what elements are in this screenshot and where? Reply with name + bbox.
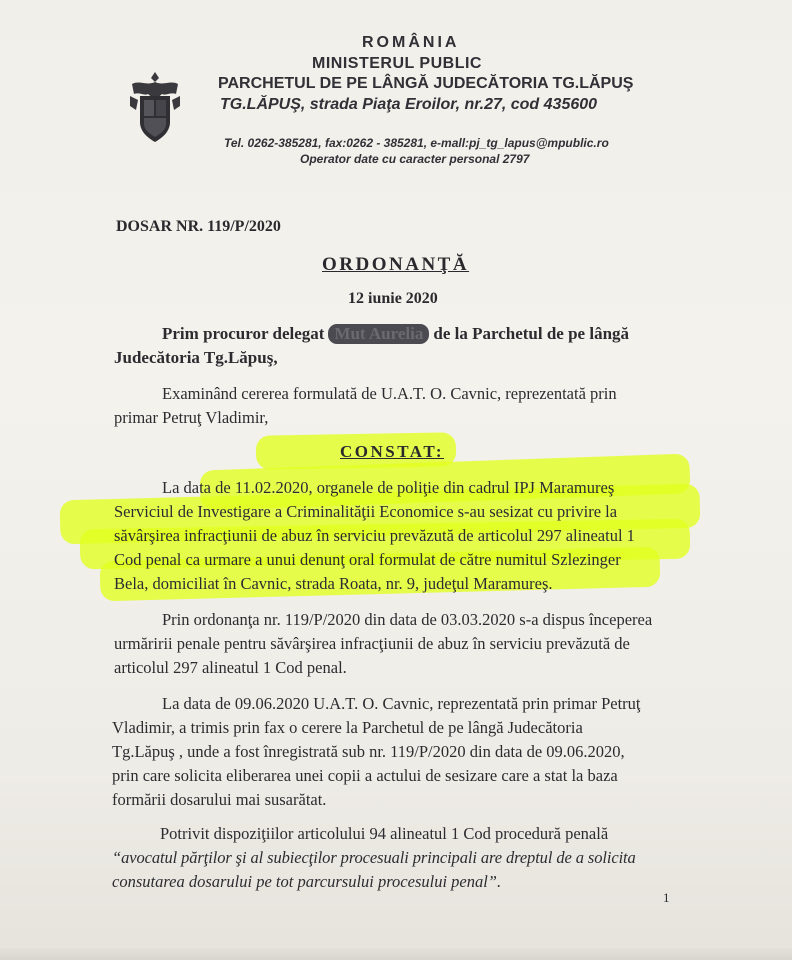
intro-line-2: Judecătoria Tg.Lăpuş, [114,348,278,367]
header-contact: Tel. 0262-385281, fax:0262 - 385281, e-mall:pj_tg_lapus@mpublic.ro [224,136,609,150]
paragraph-3-line: La data de 09.06.2020 U.A.T. O. Cavnic, reprezentată prin primar Petruţ [162,694,641,713]
paragraph-1-line: săvârşirea infracţiunii de abuz în serviciu prevăzută de articolul 297 alineatul 1 [114,526,635,545]
document-date: 12 iunie 2020 [348,290,438,307]
paragraph-4-line: Potrivit dispoziţiilor articolului 94 alineatul 1 Cod procedură penală [160,824,609,843]
page-bottom-edge [0,948,792,960]
header-country: ROMÂNIA [362,34,460,51]
header-office: PARCHETUL DE PE LÂNGĂ JUDECĂTORIA TG.LĂPUŞ [218,75,634,92]
paragraph-2-line: urmăririi penale pentru săvârşirea infracţiunii de abuz în serviciu prevăzută de [114,634,630,653]
paragraph-3-line: Vladimir, a trimis prin fax o cerere la Parchetul de pe lângă Judecătoria [112,718,583,737]
paragraph-1-line: Cod penal ca urmare a unui denunţ oral formulat de către numitul Szlezinger [114,550,621,569]
intro-suffix: de la Parchetul de pe lângă [433,324,630,343]
paragraph-1-line: Serviciul de Investigare a Criminalităţii Economice s-au sesizat cu privire la [114,502,618,521]
paragraph-3-line: formării dosarului mai susarătat. [112,790,327,809]
page-number: 1 [663,890,670,905]
exam-line-1: Examinând cererea formulată de U.A.T. O. Cavnic, reprezentată prin [162,384,617,403]
document-title: ORDONANŢĂ [322,254,470,275]
romanian-coat-of-arms-icon [126,70,184,144]
paragraph-3-line: prin care solicita eliberarea unei copii a actului de sesizare care a stat la baza [112,766,618,785]
header-address: TG.LĂPUŞ, strada Piaţa Eroilor, nr.27, cod 435600 [220,96,598,113]
intro-prefix: Prim procuror delegat [162,324,325,343]
redacted-name: Mut Aurelia [328,324,429,344]
exam-line-2: primar Petruţ Vladimir, [114,408,269,427]
paragraph-3-line: Tg.Lăpuş , unde a fost înregistrată sub nr. 119/P/2020 din data de 09.06.2020, [112,742,625,761]
header-operator: Operator date cu caracter personal 2797 [300,152,530,166]
section-heading-constat: CONSTAT: [340,442,445,461]
case-number: DOSAR NR. 119/P/2020 [116,218,281,235]
paragraph-4-quote: consutarea dosarului pe tot parcursului procesului penal”. [112,872,502,891]
paragraph-2-line: articolul 297 alineatul 1 Cod penal. [114,658,347,677]
paragraph-4-quote: “avocatul părţilor şi al subiecţilor procesuali principali are dreptul de a solicita [112,848,636,867]
paragraph-1-line: La data de 11.02.2020, organele de poliţie din cadrul IPJ Maramureş [162,478,615,497]
intro-line-1 [162,324,629,344]
paragraph-1-line: Bela, domiciliat în Cavnic, strada Roata, nr. 9, judeţul Maramureş. [114,574,553,593]
header-ministry: MINISTERUL PUBLIC [312,55,482,72]
paragraph-2-line: Prin ordonanţa nr. 119/P/2020 din data de 03.03.2020 s-a dispus începerea [162,610,653,629]
